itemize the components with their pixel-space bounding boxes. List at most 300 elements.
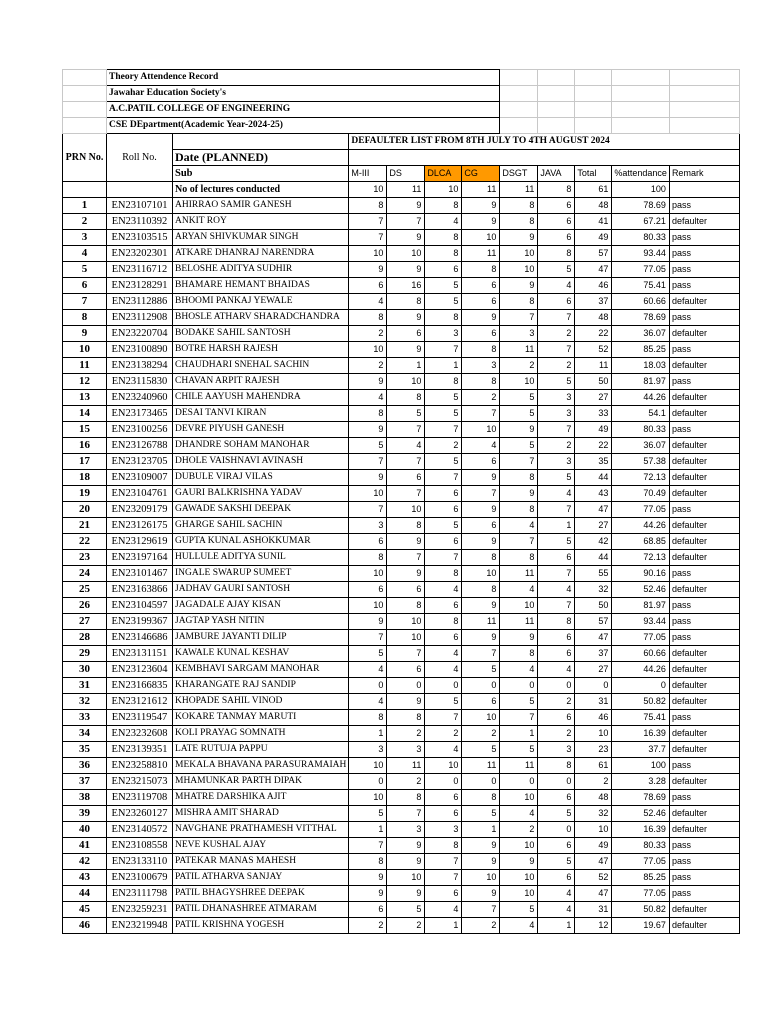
m3-cell: 10: [349, 342, 387, 358]
ds-cell: 6: [387, 582, 425, 598]
dsgt-cell: 7: [500, 534, 538, 550]
dsgt-cell: 5: [500, 742, 538, 758]
table-row: [63, 358, 740, 374]
prn-cell: 29: [63, 646, 107, 662]
percent-cell: 18.03: [612, 358, 670, 374]
remark-cell: defaulter: [669, 390, 739, 406]
student-name-cell: NEVE KUSHAL AJAY: [173, 838, 349, 854]
empty-cell: [612, 86, 670, 102]
ds-cell: 3: [387, 742, 425, 758]
percent-cell: 0: [612, 678, 670, 694]
dsgt-cell: 3: [500, 326, 538, 342]
student-name-cell: MHATRE DARSHIKA AJIT: [173, 790, 349, 806]
table-row: [63, 470, 740, 486]
roll-number-cell: EN23116712: [107, 262, 173, 278]
total-cell: 52: [575, 342, 612, 358]
remark-cell: defaulter: [669, 646, 739, 662]
dlca-cell: 7: [425, 550, 462, 566]
total-cell: 27: [575, 662, 612, 678]
percent-cell: 52.46: [612, 806, 670, 822]
roll-number-cell: EN23123604: [107, 662, 173, 678]
prn-cell: 6: [63, 278, 107, 294]
ds-cell: 10: [387, 502, 425, 518]
dsgt-cell: 9: [500, 630, 538, 646]
prn-cell: 5: [63, 262, 107, 278]
ds-cell: 4: [387, 438, 425, 454]
remark-cell: defaulter: [669, 822, 739, 838]
java-cell: 4: [538, 486, 575, 502]
remark-cell: defaulter: [669, 806, 739, 822]
empty-cell: [612, 70, 670, 86]
java-cell: 8: [538, 758, 575, 774]
roll-number-cell: EN23101467: [107, 566, 173, 582]
empty-cell: [575, 70, 612, 86]
remark-cell: defaulter: [669, 550, 739, 566]
roll-number-cell: EN23258810: [107, 758, 173, 774]
percent-cell: 50.82: [612, 902, 670, 918]
ds-cell: 2: [387, 726, 425, 742]
cg-cell: 7: [462, 646, 500, 662]
ds-cell: 7: [387, 646, 425, 662]
m3-cell: 7: [349, 454, 387, 470]
dsgt-cell: 4: [500, 806, 538, 822]
prn-cell: 40: [63, 822, 107, 838]
percent-cell: 85.25: [612, 870, 670, 886]
cg-cell: 8: [462, 582, 500, 598]
roll-number-cell: EN23215073: [107, 774, 173, 790]
ds-cell: 5: [387, 902, 425, 918]
prn-cell: 24: [63, 566, 107, 582]
m3-cell: 3: [349, 742, 387, 758]
remark-cell: defaulter: [669, 470, 739, 486]
m3-cell: 5: [349, 806, 387, 822]
java-cell: 7: [538, 422, 575, 438]
sub-label: Sub: [173, 166, 349, 182]
empty-cell: [669, 102, 739, 118]
roll-number-cell: EN23163866: [107, 582, 173, 598]
prn-cell: 15: [63, 422, 107, 438]
total-cell: 31: [575, 902, 612, 918]
dlca-cell: 7: [425, 470, 462, 486]
lectures-java: 8: [538, 182, 575, 198]
ds-cell: 7: [387, 806, 425, 822]
cg-cell: 6: [462, 326, 500, 342]
empty-cell: [63, 118, 107, 134]
java-cell: 0: [538, 822, 575, 838]
cg-cell: 7: [462, 406, 500, 422]
total-cell: 48: [575, 310, 612, 326]
cg-cell: 2: [462, 918, 500, 934]
java-cell: 4: [538, 278, 575, 294]
java-cell: 5: [538, 470, 575, 486]
ds-cell: 1: [387, 358, 425, 374]
student-name-cell: JAMBURE JAYANTI DILIP: [173, 630, 349, 646]
dsgt-cell: 10: [500, 262, 538, 278]
java-cell: 2: [538, 438, 575, 454]
lectures-conducted-label: No of lectures conducted: [173, 182, 349, 198]
record-title: Theory Attendence Record: [107, 70, 500, 86]
dlca-cell: 4: [425, 214, 462, 230]
dlca-cell: 8: [425, 230, 462, 246]
remark-cell: defaulter: [669, 326, 739, 342]
student-name-cell: ATKARE DHANRAJ NARENDRA: [173, 246, 349, 262]
total-cell: 37: [575, 646, 612, 662]
m3-cell: 7: [349, 230, 387, 246]
cg-cell: 9: [462, 534, 500, 550]
ds-cell: 8: [387, 790, 425, 806]
ds-cell: 6: [387, 326, 425, 342]
remark-cell: pass: [669, 854, 739, 870]
percent-cell: 75.41: [612, 278, 670, 294]
dsgt-cell: 8: [500, 646, 538, 662]
student-name-cell: CHAUDHARI SNEHAL SACHIN: [173, 358, 349, 374]
dlca-cell: 1: [425, 918, 462, 934]
m3-cell: 8: [349, 550, 387, 566]
student-name-cell: GAURI BALKRISHNA YADAV: [173, 486, 349, 502]
cg-cell: 9: [462, 198, 500, 214]
cg-cell: 3: [462, 358, 500, 374]
table-row: [63, 390, 740, 406]
dlca-cell: 6: [425, 262, 462, 278]
col-header-cg: CG: [462, 166, 500, 182]
ds-cell: 11: [387, 758, 425, 774]
percent-cell: 100: [612, 758, 670, 774]
dsgt-cell: 0: [500, 678, 538, 694]
roll-number-cell: EN23119708: [107, 790, 173, 806]
ds-cell: 16: [387, 278, 425, 294]
total-cell: 50: [575, 374, 612, 390]
prn-cell: 3: [63, 230, 107, 246]
dsgt-cell: 2: [500, 358, 538, 374]
cg-cell: 0: [462, 678, 500, 694]
dlca-cell: 7: [425, 854, 462, 870]
ds-cell: 5: [387, 406, 425, 422]
dlca-cell: 3: [425, 822, 462, 838]
student-name-cell: JADHAV GAURI SANTOSH: [173, 582, 349, 598]
roll-number-cell: EN23232608: [107, 726, 173, 742]
empty-cell: [63, 86, 107, 102]
m3-cell: 6: [349, 278, 387, 294]
cg-cell: 4: [462, 438, 500, 454]
prn-cell: 42: [63, 854, 107, 870]
empty-cell: [107, 182, 173, 198]
dlca-cell: 0: [425, 774, 462, 790]
remark-cell: defaulter: [669, 438, 739, 454]
table-row: [63, 726, 740, 742]
java-cell: 8: [538, 246, 575, 262]
dlca-cell: 8: [425, 566, 462, 582]
ds-cell: 9: [387, 566, 425, 582]
ds-cell: 9: [387, 262, 425, 278]
prn-cell: 25: [63, 582, 107, 598]
prn-cell: 45: [63, 902, 107, 918]
dlca-cell: 6: [425, 886, 462, 902]
m3-cell: 10: [349, 790, 387, 806]
percent-cell: 3.28: [612, 774, 670, 790]
java-cell: 6: [538, 294, 575, 310]
m3-cell: 8: [349, 710, 387, 726]
roll-number-cell: EN23197164: [107, 550, 173, 566]
dlca-cell: 5: [425, 390, 462, 406]
remark-cell: defaulter: [669, 454, 739, 470]
ds-cell: 7: [387, 422, 425, 438]
remark-cell: defaulter: [669, 678, 739, 694]
dsgt-cell: 10: [500, 790, 538, 806]
cg-cell: 9: [462, 598, 500, 614]
total-cell: 44: [575, 470, 612, 486]
prn-cell: 37: [63, 774, 107, 790]
empty-cell: [500, 70, 538, 86]
percent-cell: 67.21: [612, 214, 670, 230]
lectures-total: 61: [575, 182, 612, 198]
total-cell: 52: [575, 870, 612, 886]
percent-cell: 93.44: [612, 614, 670, 630]
dlca-cell: 6: [425, 502, 462, 518]
roll-number-cell: EN23173465: [107, 406, 173, 422]
empty-cell: [63, 182, 107, 198]
ds-cell: 10: [387, 870, 425, 886]
table-row: [63, 502, 740, 518]
java-cell: 6: [538, 870, 575, 886]
cg-cell: 5: [462, 742, 500, 758]
prn-cell: 43: [63, 870, 107, 886]
percent-cell: 57.38: [612, 454, 670, 470]
java-cell: 6: [538, 550, 575, 566]
student-name-cell: GHARGE SAHIL SACHIN: [173, 518, 349, 534]
remark-cell: defaulter: [669, 358, 739, 374]
dlca-cell: 5: [425, 278, 462, 294]
percent-cell: 80.33: [612, 838, 670, 854]
cg-cell: 8: [462, 342, 500, 358]
ds-cell: 9: [387, 198, 425, 214]
cg-cell: 2: [462, 726, 500, 742]
student-name-cell: HULLULE ADITYA SUNIL: [173, 550, 349, 566]
table-row: [63, 406, 740, 422]
prn-cell: 39: [63, 806, 107, 822]
table-row: [63, 886, 740, 902]
ds-cell: 2: [387, 918, 425, 934]
table-row: [63, 774, 740, 790]
dlca-cell: 5: [425, 694, 462, 710]
prn-cell: 13: [63, 390, 107, 406]
prn-cell: 36: [63, 758, 107, 774]
total-cell: 50: [575, 598, 612, 614]
java-cell: 2: [538, 358, 575, 374]
table-row: [63, 310, 740, 326]
total-cell: 57: [575, 246, 612, 262]
dsgt-cell: 8: [500, 198, 538, 214]
table-row: [63, 582, 740, 598]
dlca-cell: 10: [425, 758, 462, 774]
cg-cell: 9: [462, 886, 500, 902]
java-cell: 6: [538, 230, 575, 246]
empty-cell: [575, 86, 612, 102]
table-row: [63, 678, 740, 694]
java-cell: 6: [538, 838, 575, 854]
cg-cell: 6: [462, 294, 500, 310]
prn-cell: 41: [63, 838, 107, 854]
dlca-cell: 5: [425, 454, 462, 470]
remark-cell: pass: [669, 886, 739, 902]
java-cell: 3: [538, 390, 575, 406]
student-name-cell: JAGADALE AJAY KISAN: [173, 598, 349, 614]
dlca-cell: 6: [425, 630, 462, 646]
roll-number-cell: EN23110392: [107, 214, 173, 230]
empty-cell: [669, 182, 739, 198]
prn-cell: 21: [63, 518, 107, 534]
total-cell: 47: [575, 886, 612, 902]
prn-cell: 18: [63, 470, 107, 486]
percent-cell: 60.66: [612, 294, 670, 310]
table-row: [63, 758, 740, 774]
dlca-cell: 2: [425, 726, 462, 742]
empty-cell: [500, 118, 538, 134]
m3-cell: 5: [349, 438, 387, 454]
remark-cell: defaulter: [669, 918, 739, 934]
student-rows: [63, 198, 740, 934]
table-row: [63, 614, 740, 630]
cg-cell: 1: [462, 822, 500, 838]
java-cell: 2: [538, 694, 575, 710]
dlca-cell: 7: [425, 342, 462, 358]
col-header-m3: M-III: [349, 166, 387, 182]
student-name-cell: AHIRRAO SAMIR GANESH: [173, 198, 349, 214]
dsgt-cell: 4: [500, 662, 538, 678]
prn-cell: 31: [63, 678, 107, 694]
table-row: [63, 326, 740, 342]
student-name-cell: GAWADE SAKSHI DEEPAK: [173, 502, 349, 518]
percent-cell: 77.05: [612, 502, 670, 518]
m3-cell: 2: [349, 358, 387, 374]
remark-cell: pass: [669, 838, 739, 854]
student-name-cell: KHOPADE SAHIL VINOD: [173, 694, 349, 710]
prn-cell: 7: [63, 294, 107, 310]
dsgt-cell: 5: [500, 390, 538, 406]
percent-cell: 16.39: [612, 726, 670, 742]
m3-cell: 7: [349, 838, 387, 854]
java-cell: 7: [538, 502, 575, 518]
cg-cell: 10: [462, 870, 500, 886]
table-row: [63, 822, 740, 838]
m3-cell: 8: [349, 406, 387, 422]
roll-number-cell: EN23112886: [107, 294, 173, 310]
java-cell: 6: [538, 646, 575, 662]
m3-cell: 9: [349, 470, 387, 486]
ds-cell: 9: [387, 310, 425, 326]
student-name-cell: LATE RUTUJA PAPPU: [173, 742, 349, 758]
ds-cell: 9: [387, 854, 425, 870]
remark-cell: pass: [669, 598, 739, 614]
roll-number-cell: EN23100679: [107, 870, 173, 886]
dsgt-cell: 4: [500, 582, 538, 598]
percent-cell: 70.49: [612, 486, 670, 502]
m3-cell: 8: [349, 198, 387, 214]
student-name-cell: BODAKE SAHIL SANTOSH: [173, 326, 349, 342]
ds-cell: 7: [387, 550, 425, 566]
cg-cell: 9: [462, 838, 500, 854]
percent-cell: 36.07: [612, 326, 670, 342]
roll-number-cell: EN23146686: [107, 630, 173, 646]
prn-cell: 26: [63, 598, 107, 614]
total-cell: 55: [575, 566, 612, 582]
total-cell: 10: [575, 822, 612, 838]
total-cell: 27: [575, 518, 612, 534]
cg-cell: 8: [462, 550, 500, 566]
dlca-cell: 8: [425, 838, 462, 854]
remark-cell: defaulter: [669, 742, 739, 758]
dlca-cell: 3: [425, 326, 462, 342]
total-cell: 48: [575, 790, 612, 806]
total-cell: 32: [575, 582, 612, 598]
student-name-cell: GUPTA KUNAL ASHOKKUMAR: [173, 534, 349, 550]
dlca-cell: 8: [425, 246, 462, 262]
java-cell: 6: [538, 198, 575, 214]
m3-cell: 6: [349, 582, 387, 598]
roll-number-cell: EN23100890: [107, 342, 173, 358]
m3-cell: 2: [349, 326, 387, 342]
empty-cell: [538, 86, 575, 102]
m3-cell: 3: [349, 518, 387, 534]
prn-cell: 30: [63, 662, 107, 678]
roll-number-cell: EN23115830: [107, 374, 173, 390]
lectures-percent: 100: [612, 182, 670, 198]
cg-cell: 8: [462, 790, 500, 806]
ds-cell: 10: [387, 374, 425, 390]
dsgt-cell: 10: [500, 598, 538, 614]
table-row: [63, 278, 740, 294]
total-cell: 31: [575, 694, 612, 710]
remark-cell: pass: [669, 230, 739, 246]
remark-cell: pass: [669, 710, 739, 726]
empty-cell: [500, 86, 538, 102]
dsgt-cell: 10: [500, 838, 538, 854]
percent-cell: 36.07: [612, 438, 670, 454]
cg-cell: 9: [462, 854, 500, 870]
total-cell: 32: [575, 806, 612, 822]
m3-cell: 2: [349, 918, 387, 934]
percent-cell: 77.05: [612, 630, 670, 646]
cg-cell: 2: [462, 390, 500, 406]
remark-cell: defaulter: [669, 662, 739, 678]
prn-cell: 2: [63, 214, 107, 230]
dsgt-cell: 8: [500, 214, 538, 230]
col-header-remark: Remark: [669, 166, 739, 182]
m3-cell: 10: [349, 566, 387, 582]
percent-cell: 72.13: [612, 470, 670, 486]
student-name-cell: KOLI PRAYAG SOMNATH: [173, 726, 349, 742]
dlca-cell: 4: [425, 646, 462, 662]
dlca-cell: 6: [425, 806, 462, 822]
ds-cell: 9: [387, 694, 425, 710]
m3-cell: 8: [349, 854, 387, 870]
table-row: [63, 694, 740, 710]
roll-number-cell: EN23138294: [107, 358, 173, 374]
dlca-cell: 0: [425, 678, 462, 694]
student-name-cell: CHAVAN ARPIT RAJESH: [173, 374, 349, 390]
student-name-cell: PATIL DHANASHREE ATMARAM: [173, 902, 349, 918]
prn-cell: 17: [63, 454, 107, 470]
m3-cell: 5: [349, 646, 387, 662]
java-cell: 3: [538, 742, 575, 758]
java-cell: 6: [538, 790, 575, 806]
dlca-cell: 8: [425, 310, 462, 326]
m3-cell: 10: [349, 598, 387, 614]
table-row: [63, 838, 740, 854]
java-cell: 3: [538, 406, 575, 422]
remark-cell: defaulter: [669, 726, 739, 742]
lectures-cg: 11: [462, 182, 500, 198]
java-cell: 0: [538, 678, 575, 694]
